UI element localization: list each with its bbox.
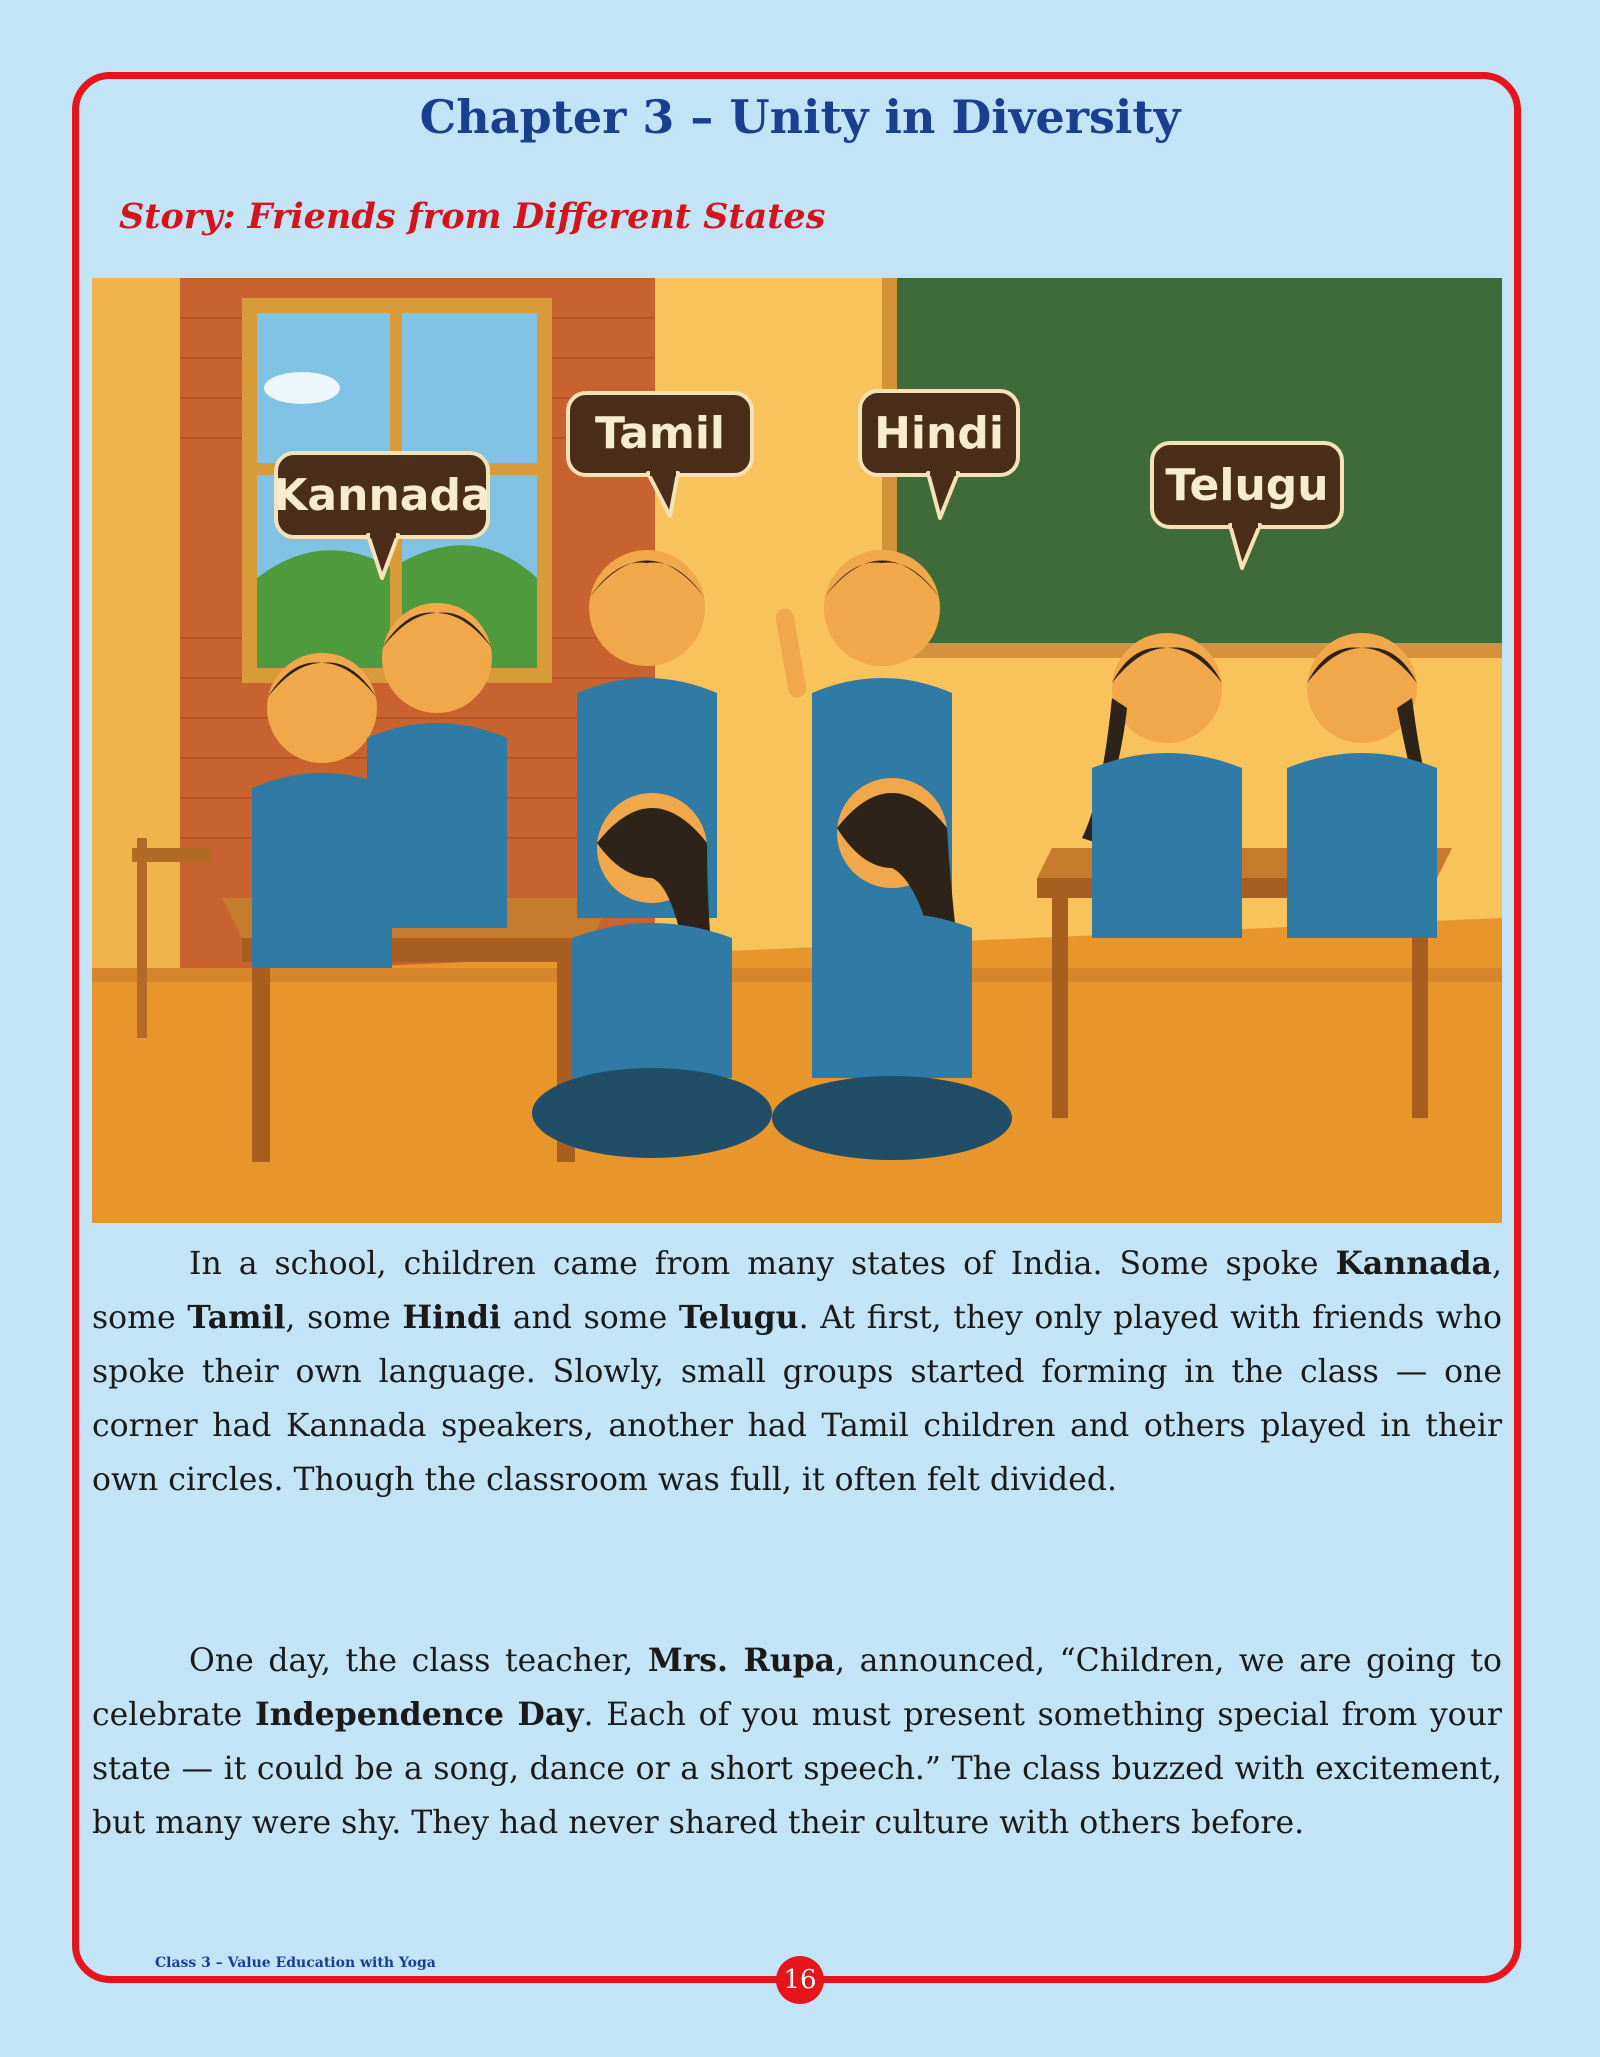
story-paragraph-1: In a school, children came from many states of India. Some spoke Kannada, some Tamil, some Hindi and some Telugu. At first, they only played with friends who spoke their own language. Slowly, small groups started forming in the class — one corner had Kannada speakers, another had Tamil children and others played in their own circles. Though the classroom was full, it often felt divided. — [92, 1245, 1502, 1498]
chapter-title: Chapter 3 – Unity in Diversity — [419, 90, 1181, 144]
page-number: 16 — [776, 1956, 824, 2004]
bubble-hindi-label: Hindi — [874, 408, 1004, 459]
classroom-illustration — [92, 278, 1502, 1223]
bubble-kannada-label: Kannada — [273, 470, 491, 521]
footer-note: Class 3 – Value Education with Yoga — [155, 1955, 436, 1971]
story-title: Story: Friends from Different States — [119, 196, 826, 237]
bubble-tamil-label: Tamil — [594, 408, 726, 459]
bubble-telugu-label: Telugu — [1165, 460, 1329, 511]
story-paragraph-2: One day, the class teacher, Mrs. Rupa, announced, “Children, we are going to celebrate Independence Day. Each of you must present something special from your state — it could be a song, dance or a short speech.” The class buzzed with excitement, but many were shy. They had never shared their culture with others before. — [92, 1642, 1502, 1841]
